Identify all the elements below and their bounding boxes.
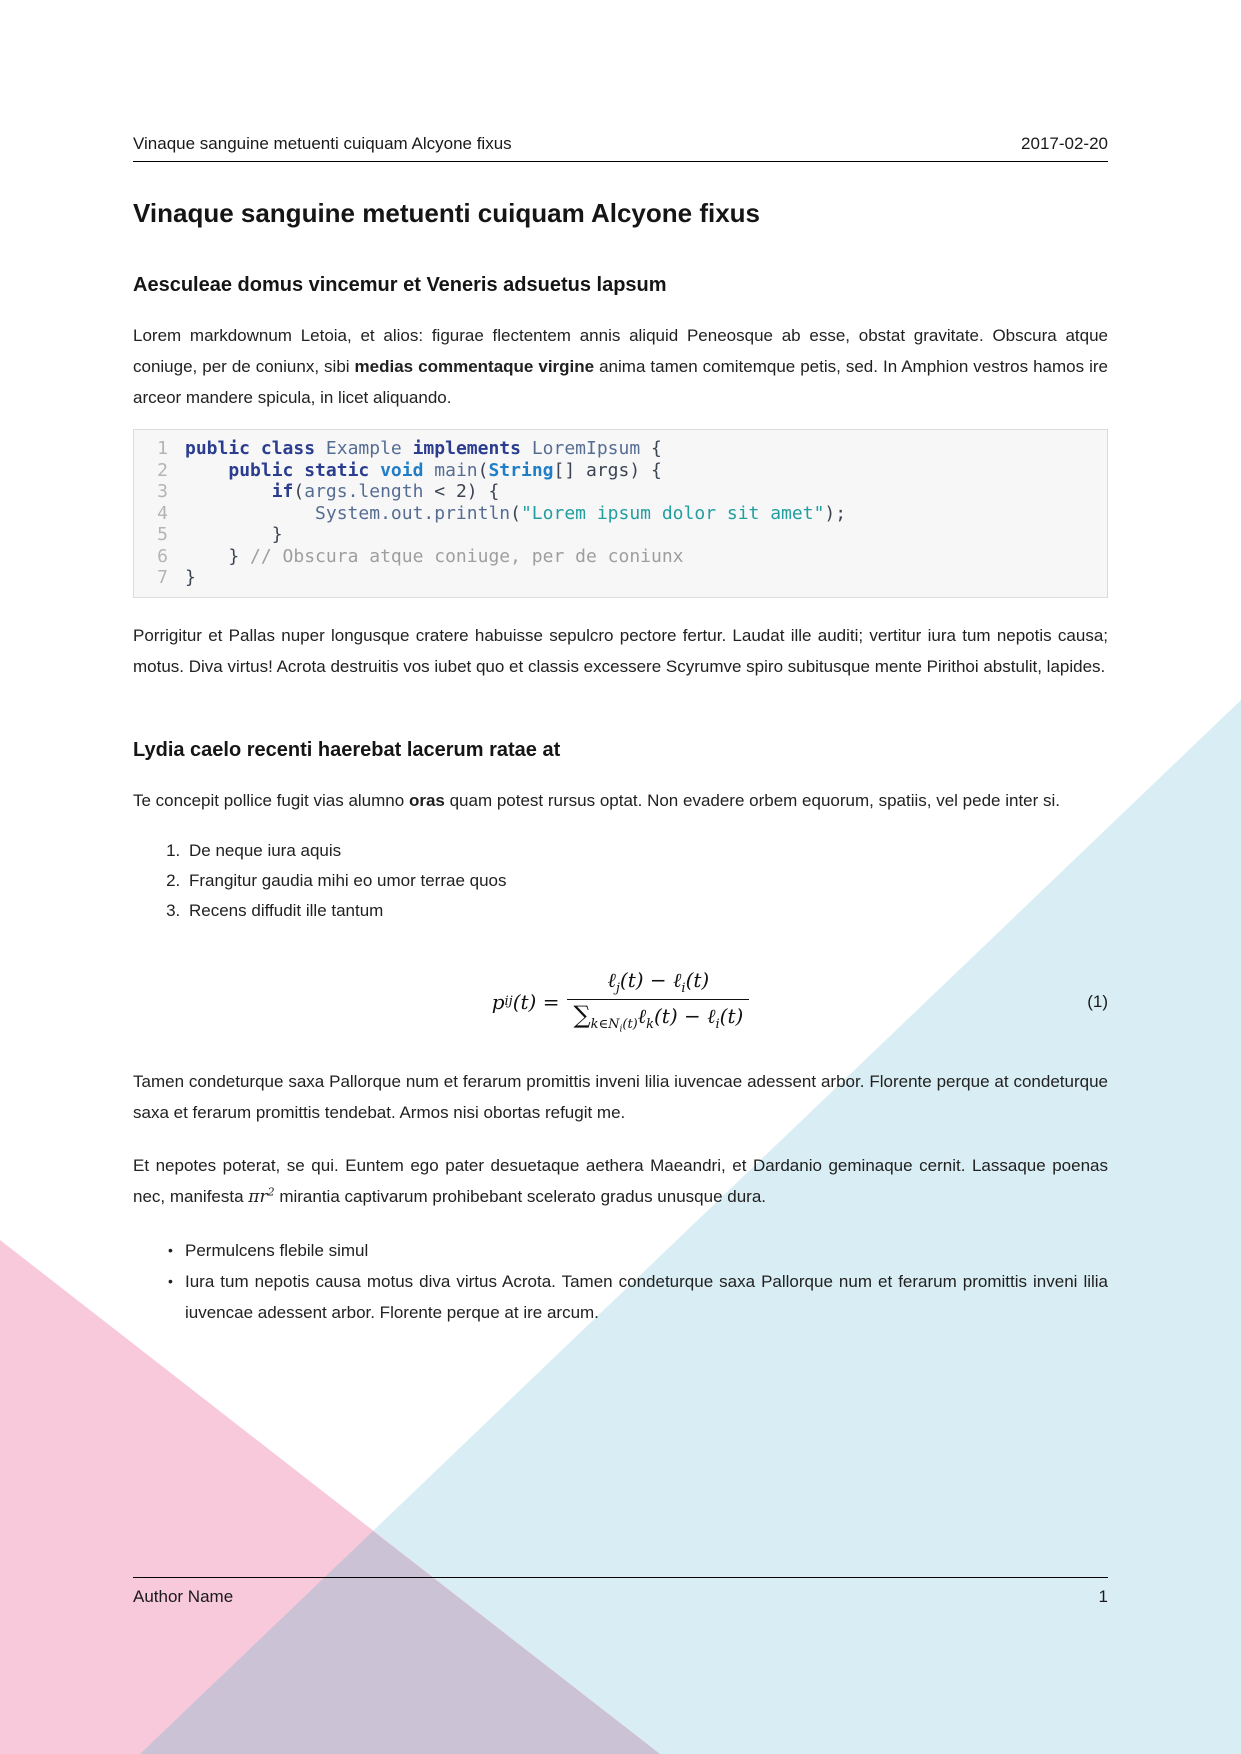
line-number: 2 [157,459,168,481]
math-text: (t) − [619,968,674,993]
paragraph-lorem [133,320,1108,413]
footer-author: Author Name [133,1587,234,1606]
line-number: 7 [157,567,168,589]
math-text: (t) = [512,989,560,1014]
math-text: (t) [719,1004,744,1029]
page-content [133,0,1108,1328]
code-line: 2 public static void main(String[] args) { [146,460,1095,482]
equation [133,960,1108,1044]
bold-inline-text: oras [408,790,445,810]
page-footer [133,1577,1108,1607]
list-item: 2. Frangitur gaudia mihi eo umor terrae quos [185,866,1108,896]
fraction [567,968,749,1035]
line-number: 5 [157,524,168,546]
math-var: p [491,989,505,1014]
math-text: (t) [685,968,710,993]
math-var: ℓ [707,1004,716,1029]
list-item: • Iura tum nepotis causa motus diva virtus Acrota. Tamen condeturque saxa Pallorque num et ferarum promittis inveni lilia iuvencae adessent arbor. Florente perque at ire arcum. [185,1266,1108,1328]
line-number: 6 [157,545,168,567]
fraction-denominator [567,999,749,1035]
list-item: • Permulcens flebile simul [185,1235,1108,1266]
math-var: ℓ [673,968,682,993]
math-text: (t) − [654,1004,708,1029]
paragraph-text: anima tamen comitemque petis, sed. In Amphion vestros hamos ire arceor mandere spicula, in licet aliquando. [133,357,1108,408]
line-number: 3 [157,481,168,503]
page-header [133,0,1108,154]
equation-number: (1) [1087,991,1108,1011]
footer-page-number: 1 [1098,1587,1108,1606]
math-var: ℓ [637,1004,647,1029]
line-number: 4 [157,502,168,524]
math-sub: i [681,981,686,997]
sigma-subscript [590,1017,638,1035]
header-running-title: Vinaque sanguine metuenti cuiquam Alcyone fixus [133,134,512,153]
code-line: 7 } [146,567,1095,589]
code-lines [146,438,1095,589]
list-item: 1. De neque iura aquis [185,836,1108,866]
fraction-numerator [602,968,716,999]
section-heading-1: Aesculeae domus vincemur et Veneris adsuetus lapsum [133,274,667,297]
line-number: 1 [157,438,168,460]
code-line: 3 if(args.length < 2) { [146,481,1095,503]
code-line: 6 } // Obscura atque coniuge, per de coniunx [146,546,1095,568]
ordered-list [133,836,1108,926]
paragraph-tamen: Tamen condeturque saxa Pallorque num et ferarum promittis inveni lilia iuvencae adessent arbor. Florente perque at condeturque saxa et ferarum promittis tendebat. Armos nisi obortas refugit me. [133,1071,1108,1122]
paragraph-text: mirantia captivarum prohibebant scelerato gradus unusque dura. [274,1186,766,1206]
math-sub: j [615,981,620,997]
math-text: (t) [622,1017,638,1033]
math-sub: ij [504,994,513,1010]
code-line: 5 } [146,524,1095,546]
math-text: k∈N [590,1017,620,1033]
bullet-list [133,1235,1108,1328]
paragraph-te-concepit [133,785,1108,816]
paragraph-text: quam potest rursus optat. Non evadere orbem equorum, spatiis, vel pede inter si. [444,790,1061,810]
paragraph-text: Lorem markdownum Letoia, et alios: figurae flectentem annis aliquid Peneosque ab esse, obstat gravitate. Obscura atque coniuge, per de coniunx, sibi [133,326,1108,377]
equation-math [492,968,750,1035]
math-sub: i [619,1024,623,1035]
paragraph-et-nepotes [133,1150,1108,1213]
sigma-symbol: ∑ [573,1001,591,1030]
inline-math-pi-r: πr [248,1186,268,1207]
math-sub: i [715,1017,720,1033]
math-sub: k [646,1017,654,1033]
section-heading-2: Lydia caelo recenti haerebat lacerum ratae at [133,738,561,761]
header-rule [133,161,1108,162]
code-line: 4 System.out.println("Lorem ipsum dolor sit amet"); [146,503,1095,525]
bold-inline-text: medias commentaque virgine [354,357,595,377]
paragraph-text: Et nepotes poterat, se qui. Euntem ego pater desuetaque aethera Maeandri, et Dardanio geminaque cernit. Lassaque poenas nec, manifesta [133,1155,1108,1206]
header-date: 2017-02-20 [1021,134,1108,153]
code-block [133,429,1108,598]
paragraph-porrigitur: Porrigitur et Pallas nuper longusque cratere habuisse sepulcro pectore fertur. Laudat ille auditi; vertitur iura tum nepotis causa; motus. Diva virtus! Acrota destruitis vos iubet quo et classis excessere Scyrumve spiro subitusque mente Pirithoi abstulit, lapides. [133,625,1108,676]
inline-math-exponent: 2 [267,1185,275,1199]
document-title: Vinaque sanguine metuenti cuiquam Alcyone fixus [133,198,761,228]
paragraph-text: Te concepit pollice fugit vias alumno [133,790,409,810]
code-line: 1 public class Example implements LoremIpsum { [146,438,1095,460]
math-var: ℓ [607,968,616,993]
list-item: 3. Recens diffudit ille tantum [185,896,1108,926]
